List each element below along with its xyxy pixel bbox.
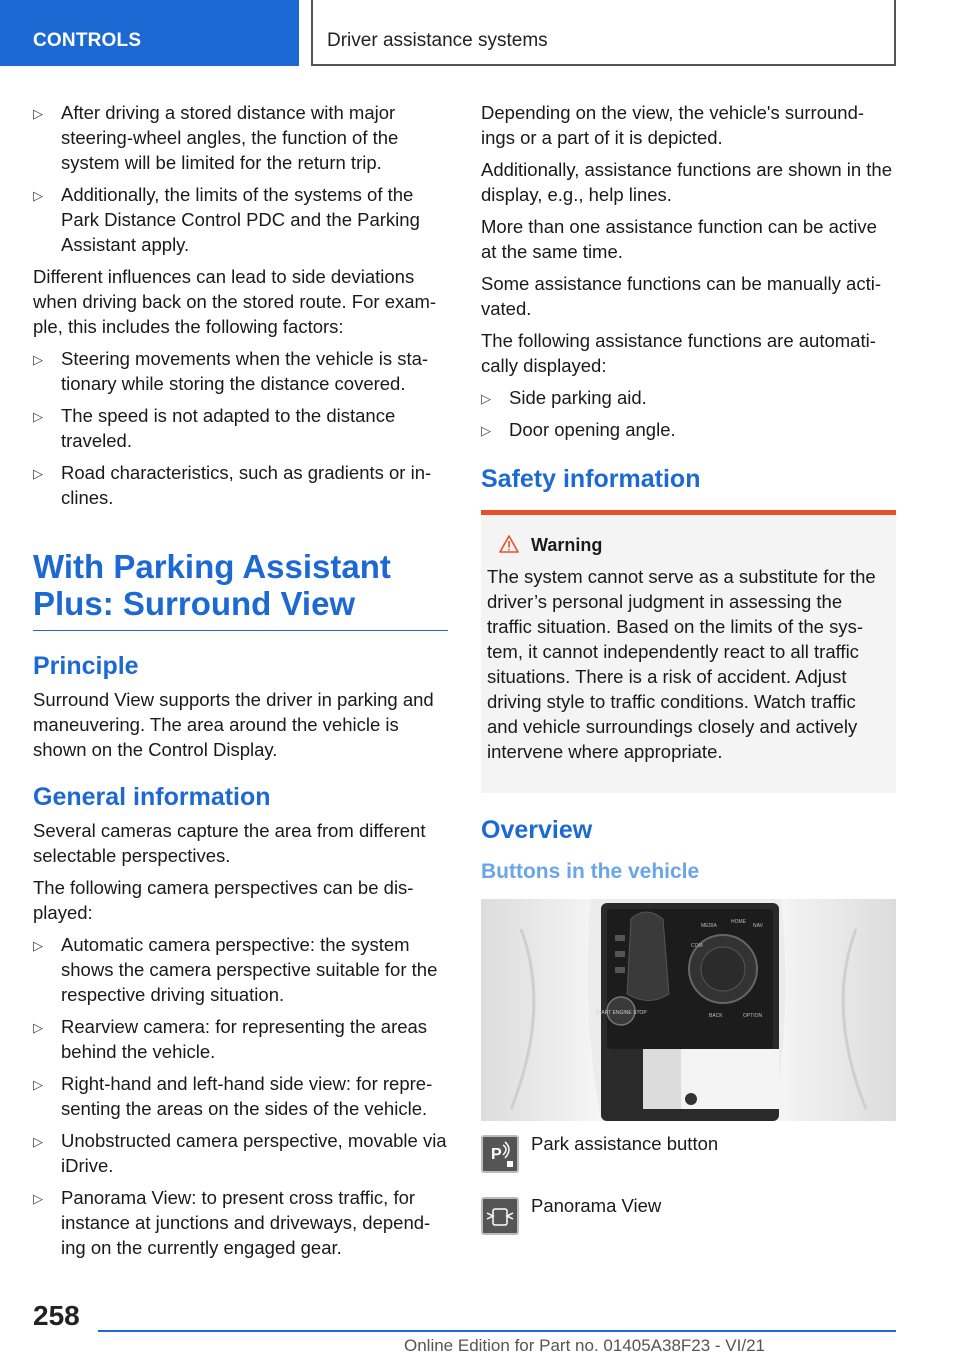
paragraph: The following assistance functions are automati-cally displayed: (481, 330, 876, 376)
home-label: HOME (731, 919, 746, 925)
panorama-view-label: Panorama View (531, 1195, 662, 1216)
svg-text:P: P (491, 1146, 502, 1163)
paragraph: Surround View supports the driver in parking and maneuvering. The area around the vehicle is shown on the Control Display. (33, 689, 434, 760)
start-stop-label: START ENGINE STOP (595, 1010, 647, 1016)
list-item: ▷ Unobstructed camera perspective, movable via iDrive. (33, 1130, 447, 1176)
right-column (481, 100, 896, 1255)
warning-box (481, 510, 896, 793)
bullet-icon: ▷ (481, 391, 491, 406)
panorama-view-icon (481, 1197, 519, 1235)
list-item: ▷ Panorama View: to present cross traffic, for instance at junctions and driveways, depend-ing on the currently engaged gear. (33, 1187, 431, 1258)
bullet-icon: ▷ (33, 1134, 43, 1149)
paragraph: Depending on the view, the vehicle's surround-ings or a part of it is depicted. (481, 102, 865, 148)
warning-text: The system cannot serve as a substitute for the driver’s personal judgment in assessing the traffic situation. Based on the limits of the sys-tem, it cannot independently react to all traffic situations. There is a risk of accident. Adjust driving style to traffic conditions. Watch traffic and vehicle surroundings closely and actively intervene where appropriate. (487, 566, 876, 762)
bullet-icon: ▷ (33, 1077, 43, 1092)
bullet-icon: ▷ (33, 1020, 43, 1035)
bullet-list (33, 346, 448, 510)
warning-title: Warning (487, 533, 890, 558)
list-item: ▷ The speed is not adapted to the distance traveled. (33, 405, 396, 451)
list-item: ▷ After driving a stored distance with major steering-wheel angles, the function of the system will be limited for the return trip. (33, 102, 399, 173)
list-item: ▷ Road characteristics, such as gradients or in-clines. (33, 462, 432, 508)
list-item: ▷ Door opening angle. (481, 417, 896, 442)
principle-heading: Principle (33, 652, 139, 680)
paragraph: The following camera perspectives can be dis-played: (33, 877, 414, 923)
left-column (33, 100, 448, 1267)
center-console-illustration (481, 899, 896, 1121)
section-tab: CONTROLS (0, 0, 299, 66)
list-item: ▷ Right-hand and left-hand side view: for repre-senting the areas on the sides of the vehicle. (33, 1073, 433, 1119)
paragraph: Additionally, assistance functions are shown in the display, e.g., help lines. (481, 159, 893, 205)
general-info-heading: General information (33, 783, 271, 811)
back-label: BACK (709, 1013, 723, 1019)
bullet-list (33, 100, 448, 257)
list-item: ▷ Side parking aid. (481, 385, 896, 410)
list-item: ▷ Steering movements when the vehicle is sta-tionary while storing the distance covered. (33, 348, 429, 394)
bullet-list (33, 932, 448, 1260)
page-header (0, 0, 960, 66)
bullet-icon: ▷ (33, 352, 43, 367)
list-item: ▷ Rearview camera: for representing the areas behind the vehicle. (33, 1016, 428, 1062)
bullet-icon: ▷ (481, 423, 491, 438)
paragraph: Different influences can lead to side deviations when driving back on the stored route. For exam-ple, this includes the following factors: (33, 266, 437, 337)
media-label: MEDIA (701, 923, 717, 929)
bullet-icon: ▷ (33, 1191, 43, 1206)
bullet-icon: ▷ (33, 466, 43, 481)
paragraph: Several cameras capture the area from different selectable perspectives. (33, 820, 426, 866)
edition-note: Online Edition for Part no. 01405A38F23 - VI/21 (404, 1336, 766, 1355)
park-assist-label: Park assistance button (531, 1133, 719, 1154)
center-console-photo (481, 899, 896, 1121)
bullet-icon: ▷ (33, 409, 43, 424)
option-label: OPTION (743, 1013, 763, 1019)
page-number: 258 (33, 1300, 80, 1331)
safety-heading: Safety information (481, 465, 701, 493)
com-label: COM (691, 943, 703, 949)
nav-label: NAV (753, 923, 763, 929)
park-assist-icon (481, 1135, 519, 1173)
bullet-icon: ▷ (33, 106, 43, 121)
footer-divider (98, 1330, 896, 1332)
section-title: With Parking Assistant Plus: Surround View (33, 548, 448, 631)
park-assist-button-row (481, 1131, 896, 1189)
list-item: ▷ Automatic camera perspective: the system shows the camera perspective suitable for the respective driving situation. (33, 934, 438, 1005)
chapter-title: Driver assistance systems (311, 0, 896, 66)
overview-heading: Overview (481, 816, 593, 844)
bullet-icon: ▷ (33, 938, 43, 953)
paragraph: Some assistance functions can be manually acti-vated. (481, 273, 882, 319)
paragraph: More than one assistance function can be active at the same time. (481, 216, 877, 262)
bullet-list (481, 385, 896, 442)
panorama-view-button-row (481, 1193, 896, 1251)
warning-triangle-icon (499, 535, 519, 553)
bullet-icon: ▷ (33, 188, 43, 203)
list-item: ▷ Additionally, the limits of the systems of the Park Distance Control PDC and the Parking Assistant apply. (33, 184, 420, 255)
buttons-heading: Buttons in the vehicle (481, 860, 700, 883)
